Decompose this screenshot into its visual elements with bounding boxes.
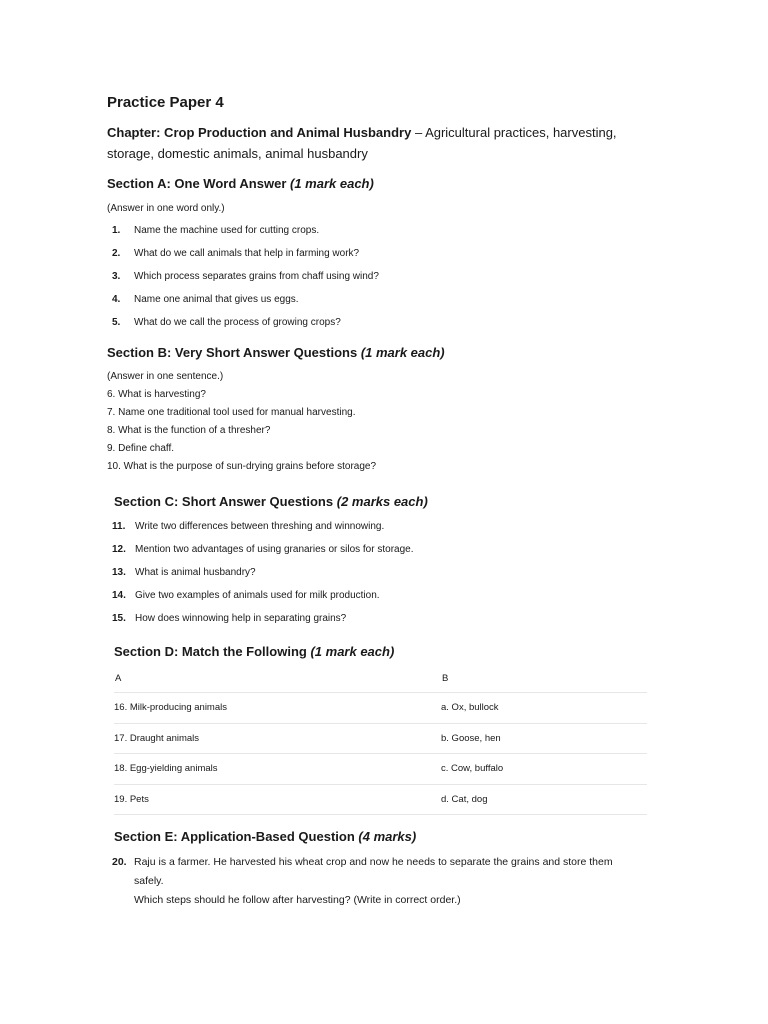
match-cell-b: d. Cat, dog xyxy=(441,784,647,815)
question-text: How does winnowing help in separating grains? xyxy=(135,613,347,624)
list-item: 7. Name one traditional tool used for manual harvesting. xyxy=(107,407,356,418)
match-cell-b: c. Cow, buffalo xyxy=(441,754,647,785)
section-b-note: (Answer in one sentence.) xyxy=(107,371,224,382)
section-b-heading xyxy=(107,345,445,360)
section-b-marks: (1 mark each) xyxy=(360,345,445,360)
chapter-label: Chapter: Crop Production and Animal Husbandry xyxy=(107,125,412,140)
list-item: 6. What is harvesting? xyxy=(107,389,206,400)
question-text: What do we call animals that help in farming work? xyxy=(134,248,360,259)
section-a-list xyxy=(112,225,379,340)
list-item xyxy=(112,613,414,636)
question-text: Give two examples of animals used for milk production. xyxy=(135,590,380,601)
table-row xyxy=(114,784,647,815)
question-number: 2. xyxy=(112,248,121,259)
list-item xyxy=(112,294,379,317)
section-c-marks: (2 marks each) xyxy=(336,494,428,509)
question-text xyxy=(134,853,644,910)
list-item xyxy=(112,317,379,340)
match-cell-a: 16. Milk-producing animals xyxy=(114,693,441,724)
list-item xyxy=(112,271,379,294)
match-cell-a: 19. Pets xyxy=(114,784,441,815)
table-header-row xyxy=(114,665,647,693)
list-item xyxy=(112,521,414,544)
section-e-marks: (4 marks) xyxy=(358,829,417,844)
chapter-description: – Agricultural practices, harvesting, storage, domestic animals, animal husbandry xyxy=(107,125,617,161)
section-e-heading xyxy=(114,829,416,844)
match-cell-b: b. Goose, hen xyxy=(441,723,647,754)
list-item xyxy=(112,567,414,590)
table-row xyxy=(114,693,647,724)
section-d-heading xyxy=(114,644,394,659)
list-item xyxy=(112,590,414,613)
match-cell-a: 18. Egg-yielding animals xyxy=(114,754,441,785)
question-paragraph-1: Raju is a farmer. He harvested his wheat crop and now he needs to separate the grains and store them safely. xyxy=(134,856,613,887)
question-number: 11. xyxy=(112,521,126,532)
list-item xyxy=(112,248,379,271)
match-cell-b: a. Ox, bullock xyxy=(441,693,647,724)
page-title: Practice Paper 4 xyxy=(107,94,224,111)
question-text: Write two differences between threshing and winnowing. xyxy=(135,521,385,532)
question-number: 4. xyxy=(112,294,121,305)
match-table xyxy=(114,665,647,815)
section-b-list xyxy=(107,368,376,476)
section-d-marks: (1 mark each) xyxy=(310,644,395,659)
question-number: 13. xyxy=(112,567,126,578)
question-20 xyxy=(112,853,644,910)
section-a-note: (Answer in one word only.) xyxy=(107,203,225,214)
question-number: 3. xyxy=(112,271,121,282)
section-c-title: Section C: Short Answer Questions xyxy=(114,494,334,509)
section-a-marks: (1 mark each) xyxy=(290,176,374,191)
question-number: 5. xyxy=(112,317,121,328)
question-number: 14. xyxy=(112,590,126,601)
column-header-a: A xyxy=(114,665,441,693)
list-item xyxy=(112,225,379,248)
question-text: What is animal husbandry? xyxy=(135,567,256,578)
section-a-heading xyxy=(107,176,374,191)
question-text: Which process separates grains from chaff using wind? xyxy=(134,271,379,282)
section-d-title: Section D: Match the Following xyxy=(114,644,307,659)
match-cell-a: 17. Draught animals xyxy=(114,723,441,754)
list-item: 10. What is the purpose of sun-drying grains before storage? xyxy=(107,461,377,472)
question-number: 15. xyxy=(112,613,126,624)
list-item: 9. Define chaff. xyxy=(107,443,175,454)
section-c-list xyxy=(112,521,414,636)
question-text: What do we call the process of growing crops? xyxy=(134,317,341,328)
chapter-line xyxy=(107,122,627,164)
question-number: 12. xyxy=(112,544,126,555)
table-row xyxy=(114,754,647,785)
section-c-heading xyxy=(114,494,428,509)
question-text: Name the machine used for cutting crops. xyxy=(134,225,320,236)
question-text: Name one animal that gives us eggs. xyxy=(134,294,299,305)
section-b-title: Section B: Very Short Answer Questions xyxy=(107,345,358,360)
question-number: 20. xyxy=(112,856,127,868)
question-text: Mention two advantages of using granaries or silos for storage. xyxy=(135,544,414,555)
column-header-b: B xyxy=(441,665,647,693)
list-item: 8. What is the function of a thresher? xyxy=(107,425,271,436)
list-item xyxy=(112,544,414,567)
section-a-title: Section A: One Word Answer xyxy=(107,176,287,191)
question-number: 1. xyxy=(112,225,121,236)
table-row xyxy=(114,723,647,754)
section-e-title: Section E: Application-Based Question xyxy=(114,829,355,844)
question-paragraph-2: Which steps should he follow after harvesting? (Write in correct order.) xyxy=(134,894,461,906)
